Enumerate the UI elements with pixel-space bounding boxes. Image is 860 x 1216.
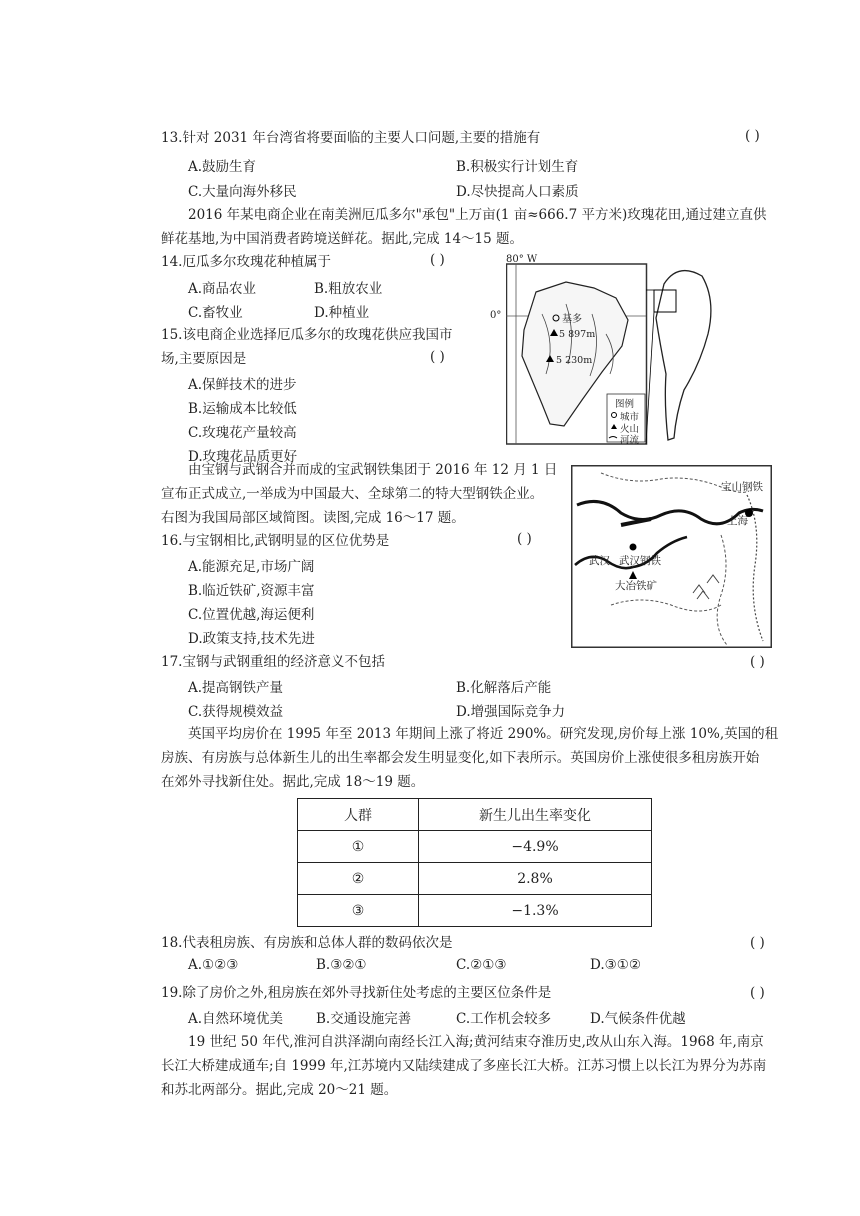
q14-option-d: D.种植业 — [314, 305, 370, 321]
q17-option-c: C.获得规模效益 — [188, 704, 284, 720]
q17-stem: 17.宝钢与武钢重组的经济意义不包括 — [161, 654, 385, 670]
q16-answer-paren: ( ) — [517, 531, 532, 547]
q18-answer-paren: ( ) — [750, 935, 765, 951]
map2-mine-label: 大冶铁矿 — [615, 580, 657, 592]
q18-option-d: D.③①② — [590, 957, 641, 973]
ecuador-map-svg — [506, 254, 718, 448]
map1-legend-city: 城市 — [620, 412, 640, 423]
q13-option-c: C.大量向海外移民 — [188, 184, 297, 200]
q17-option-b: B.化解落后产能 — [456, 680, 552, 696]
q19-option-a: A.自然环境优美 — [188, 1011, 284, 1027]
map1-legend-river: 河流 — [620, 435, 640, 446]
table-header-row — [298, 799, 652, 831]
table-header-rate: 新生儿出生率变化 — [419, 799, 652, 831]
map1-lon-label: 80° W — [506, 254, 538, 265]
q13-option-b: B.积极实行计划生育 — [456, 159, 579, 175]
q18-option-a: A.①②③ — [188, 957, 239, 973]
q19-answer-paren: ( ) — [750, 985, 765, 1001]
table-cell-rate: −1.3% — [419, 895, 652, 927]
q14-option-c: C.畜牧业 — [188, 305, 243, 321]
intro16-line3: 右图为我国局部区域简图。读图,完成 16～17 题。 — [161, 510, 465, 526]
intro18-line3: 在郊外寻找新住处。据此,完成 18～19 题。 — [161, 774, 425, 790]
intro20-line3: 和苏北两部分。据此,完成 20～21 题。 — [161, 1082, 398, 1098]
q14-option-b: B.粗放农业 — [314, 281, 383, 297]
intro18-line1: 英国平均房价在 1995 年至 2013 年期间上涨了将近 290%。研究发现,房价每上涨 10%,英国的租 — [188, 726, 779, 742]
q14-answer-paren: ( ) — [430, 252, 445, 268]
map2-baoshan-label: 宝山钢铁 — [721, 481, 763, 493]
q15-option-d: D.玫瑰花品质更好 — [188, 449, 298, 465]
q15-option-c: C.玫瑰花产量较高 — [188, 425, 297, 441]
map1-lat-label: 0° — [490, 310, 502, 321]
q17-answer-paren: ( ) — [750, 654, 765, 670]
intro16-line2: 宣布正式成立,一举成为中国最大、全球第二的特大型钢铁企业。 — [161, 486, 544, 502]
q15-answer-paren: ( ) — [430, 349, 445, 365]
q13-stem: 13.针对 2031 年台湾省将要面临的主要人口问题,主要的措施有 — [161, 130, 541, 146]
q16-option-b: B.临近铁矿,资源丰富 — [188, 583, 315, 599]
q13-option-d: D.尽快提高人口素质 — [456, 184, 579, 200]
birth-rate-table — [297, 798, 652, 927]
table-cell-group: ② — [298, 863, 419, 895]
q14-stem: 14.厄瓜多尔玫瑰花种植属于 — [161, 254, 331, 270]
table-cell-group: ① — [298, 831, 419, 863]
intro16-line1: 由宝钢与武钢合并而成的宝武钢铁集团于 2016 年 12 月 1 日 — [188, 462, 558, 478]
intro20-line2: 长江大桥建成通车;自 1999 年,江苏境内又陆续建成了多座长江大桥。江苏习惯上以长江为界分为苏南 — [161, 1058, 767, 1074]
table-row — [298, 831, 652, 863]
q19-stem: 19.除了房价之外,租房族在郊外寻找新住处考虑的主要区位条件是 — [161, 985, 552, 1001]
map2-wuhan-steel-label: 武汉钢铁 — [619, 555, 661, 567]
q15-option-b: B.运输成本比较低 — [188, 401, 297, 417]
q16-option-d: D.政策支持,技术先进 — [188, 631, 315, 647]
q13-answer-paren: ( ) — [745, 128, 760, 144]
q15-option-a: A.保鲜技术的进步 — [188, 377, 297, 393]
q14-option-a: A.商品农业 — [188, 281, 257, 297]
q16-stem: 16.与宝钢相比,武钢明显的区位优势是 — [161, 533, 390, 549]
map1-legend-title: 图例 — [615, 399, 635, 410]
q18-option-b: B.③②① — [316, 957, 367, 973]
map2-wuhan-label: 武汉 — [589, 555, 610, 567]
q19-option-c: C.工作机会较多 — [456, 1011, 552, 1027]
map1-city-label: 基多 — [562, 314, 582, 325]
q16-option-a: A.能源充足,市场广阔 — [188, 559, 315, 575]
table-header-group: 人群 — [298, 799, 419, 831]
ecuador-map — [490, 254, 718, 448]
table-row — [298, 863, 652, 895]
table-cell-group: ③ — [298, 895, 419, 927]
q16-option-c: C.位置优越,海运便利 — [188, 607, 315, 623]
q15-stem-line2: 场,主要原因是 — [161, 351, 247, 367]
q15-stem-line1: 15.该电商企业选择厄瓜多尔的玫瑰花供应我国市 — [161, 327, 453, 343]
intro20-line1: 19 世纪 50 年代,淮河自洪泽湖向南经长江入海;黄河结束夺淮历史,改从山东入海。1968 年,南京 — [188, 1034, 764, 1050]
q17-option-d: D.增强国际竞争力 — [456, 704, 566, 720]
table-cell-rate: −4.9% — [419, 831, 652, 863]
map1-legend-volcano: 火山 — [620, 424, 640, 435]
map1-peak2-label: 5 230m — [556, 355, 593, 366]
q19-option-b: B.交通设施完善 — [316, 1011, 412, 1027]
table-row — [298, 895, 652, 927]
q18-stem: 18.代表租房族、有房族和总体人群的数码依次是 — [161, 935, 453, 951]
q13-option-a: A.鼓励生育 — [188, 159, 257, 175]
china-steel-map — [571, 465, 772, 648]
wuhan-marker — [630, 544, 637, 551]
q18-option-c: C.②①③ — [456, 957, 507, 973]
intro14-line1: 2016 年某电商企业在南美洲厄瓜多尔"承包"上万亩(1 亩≈666.7 平方米)玫瑰花田,通过建立直供 — [188, 207, 767, 223]
q19-option-d: D.气候条件优越 — [590, 1011, 686, 1027]
map2-shanghai-label: 上海 — [727, 515, 748, 527]
intro18-line2: 房族、有房族与总体新生儿的出生率都会发生明显变化,如下表所示。英国房价上涨使很多租房族开始 — [161, 750, 760, 766]
q17-option-a: A.提高钢铁产量 — [188, 680, 284, 696]
intro14-line2: 鲜花基地,为中国消费者跨境送鲜花。据此,完成 14～15 题。 — [161, 231, 524, 247]
south-america-outline — [656, 271, 711, 440]
map1-peak1-label: 5 897m — [559, 329, 596, 340]
table-cell-rate: 2.8% — [419, 863, 652, 895]
